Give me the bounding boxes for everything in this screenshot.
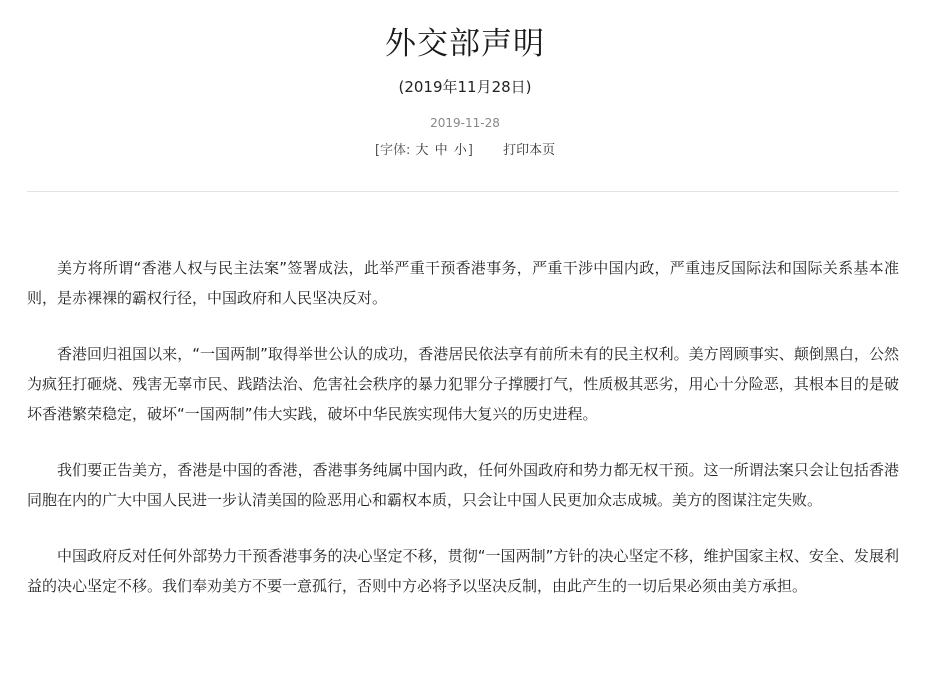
font-size-label: [字体: (374, 143, 411, 158)
font-size-medium-link[interactable]: 中 (434, 143, 448, 158)
print-page-link[interactable]: 打印本页 (503, 143, 556, 158)
publish-date: 2019-11-28 (430, 116, 500, 130)
article-paragraph-2: 香港回归祖国以来，“一国两制”取得举世公认的成功，香港居民依法享有前所未有的民主权利。美方罔顾事实、颠倒黑白，公然为疯狂打砸烧、残害无辜市民、践踏法治、危害社会秩序的暴力犯罪分子撑腰打气，性质极其恶劣，用心十分险恶，其根本目的是破坏香港繁荣稳定，破坏“一国两制”伟大实践，破坏中华民族实现伟大复兴的历史进程。 (27, 345, 899, 423)
page-title: 外交部声明 (385, 26, 545, 62)
article-paragraph-3: 我们要正告美方，香港是中国的香港，香港事务纯属中国内政，任何外国政府和势力都无权干预。这一所谓法案只会让包括香港同胞在内的广大中国人民进一步认清美国的险恶用心和霸权本质，只会让中国人民更加众志成城。美方的图谋注定失败。 (27, 461, 899, 509)
font-size-selector (375, 143, 477, 158)
article-paragraph-4: 中国政府反对任何外部势力干预香港事务的决心坚定不移，贯彻“一国两制”方针的决心坚定不移，维护国家主权、安全、发展利益的决心坚定不移。我们奉劝美方不要一意孤行，否则中方必将予以坚决反制，由此产生的一切后果必须由美方承担。 (27, 547, 899, 595)
header-divider (27, 191, 899, 192)
font-size-small-link[interactable]: 小 (453, 143, 467, 158)
article-tools (0, 141, 930, 161)
font-size-large-link[interactable]: 大 (415, 143, 429, 158)
font-size-bracket: ] (467, 143, 473, 158)
article-paragraph-1: 美方将所谓“香港人权与民主法案”签署成法，此举严重干预香港事务，严重干涉中国内政，严重违反国际法和国际关系基本准则，是赤裸裸的霸权行径，中国政府和人民坚决反对。 (27, 259, 899, 307)
article-subtitle: (2019年11月28日) (398, 78, 532, 96)
article-body (27, 253, 899, 627)
